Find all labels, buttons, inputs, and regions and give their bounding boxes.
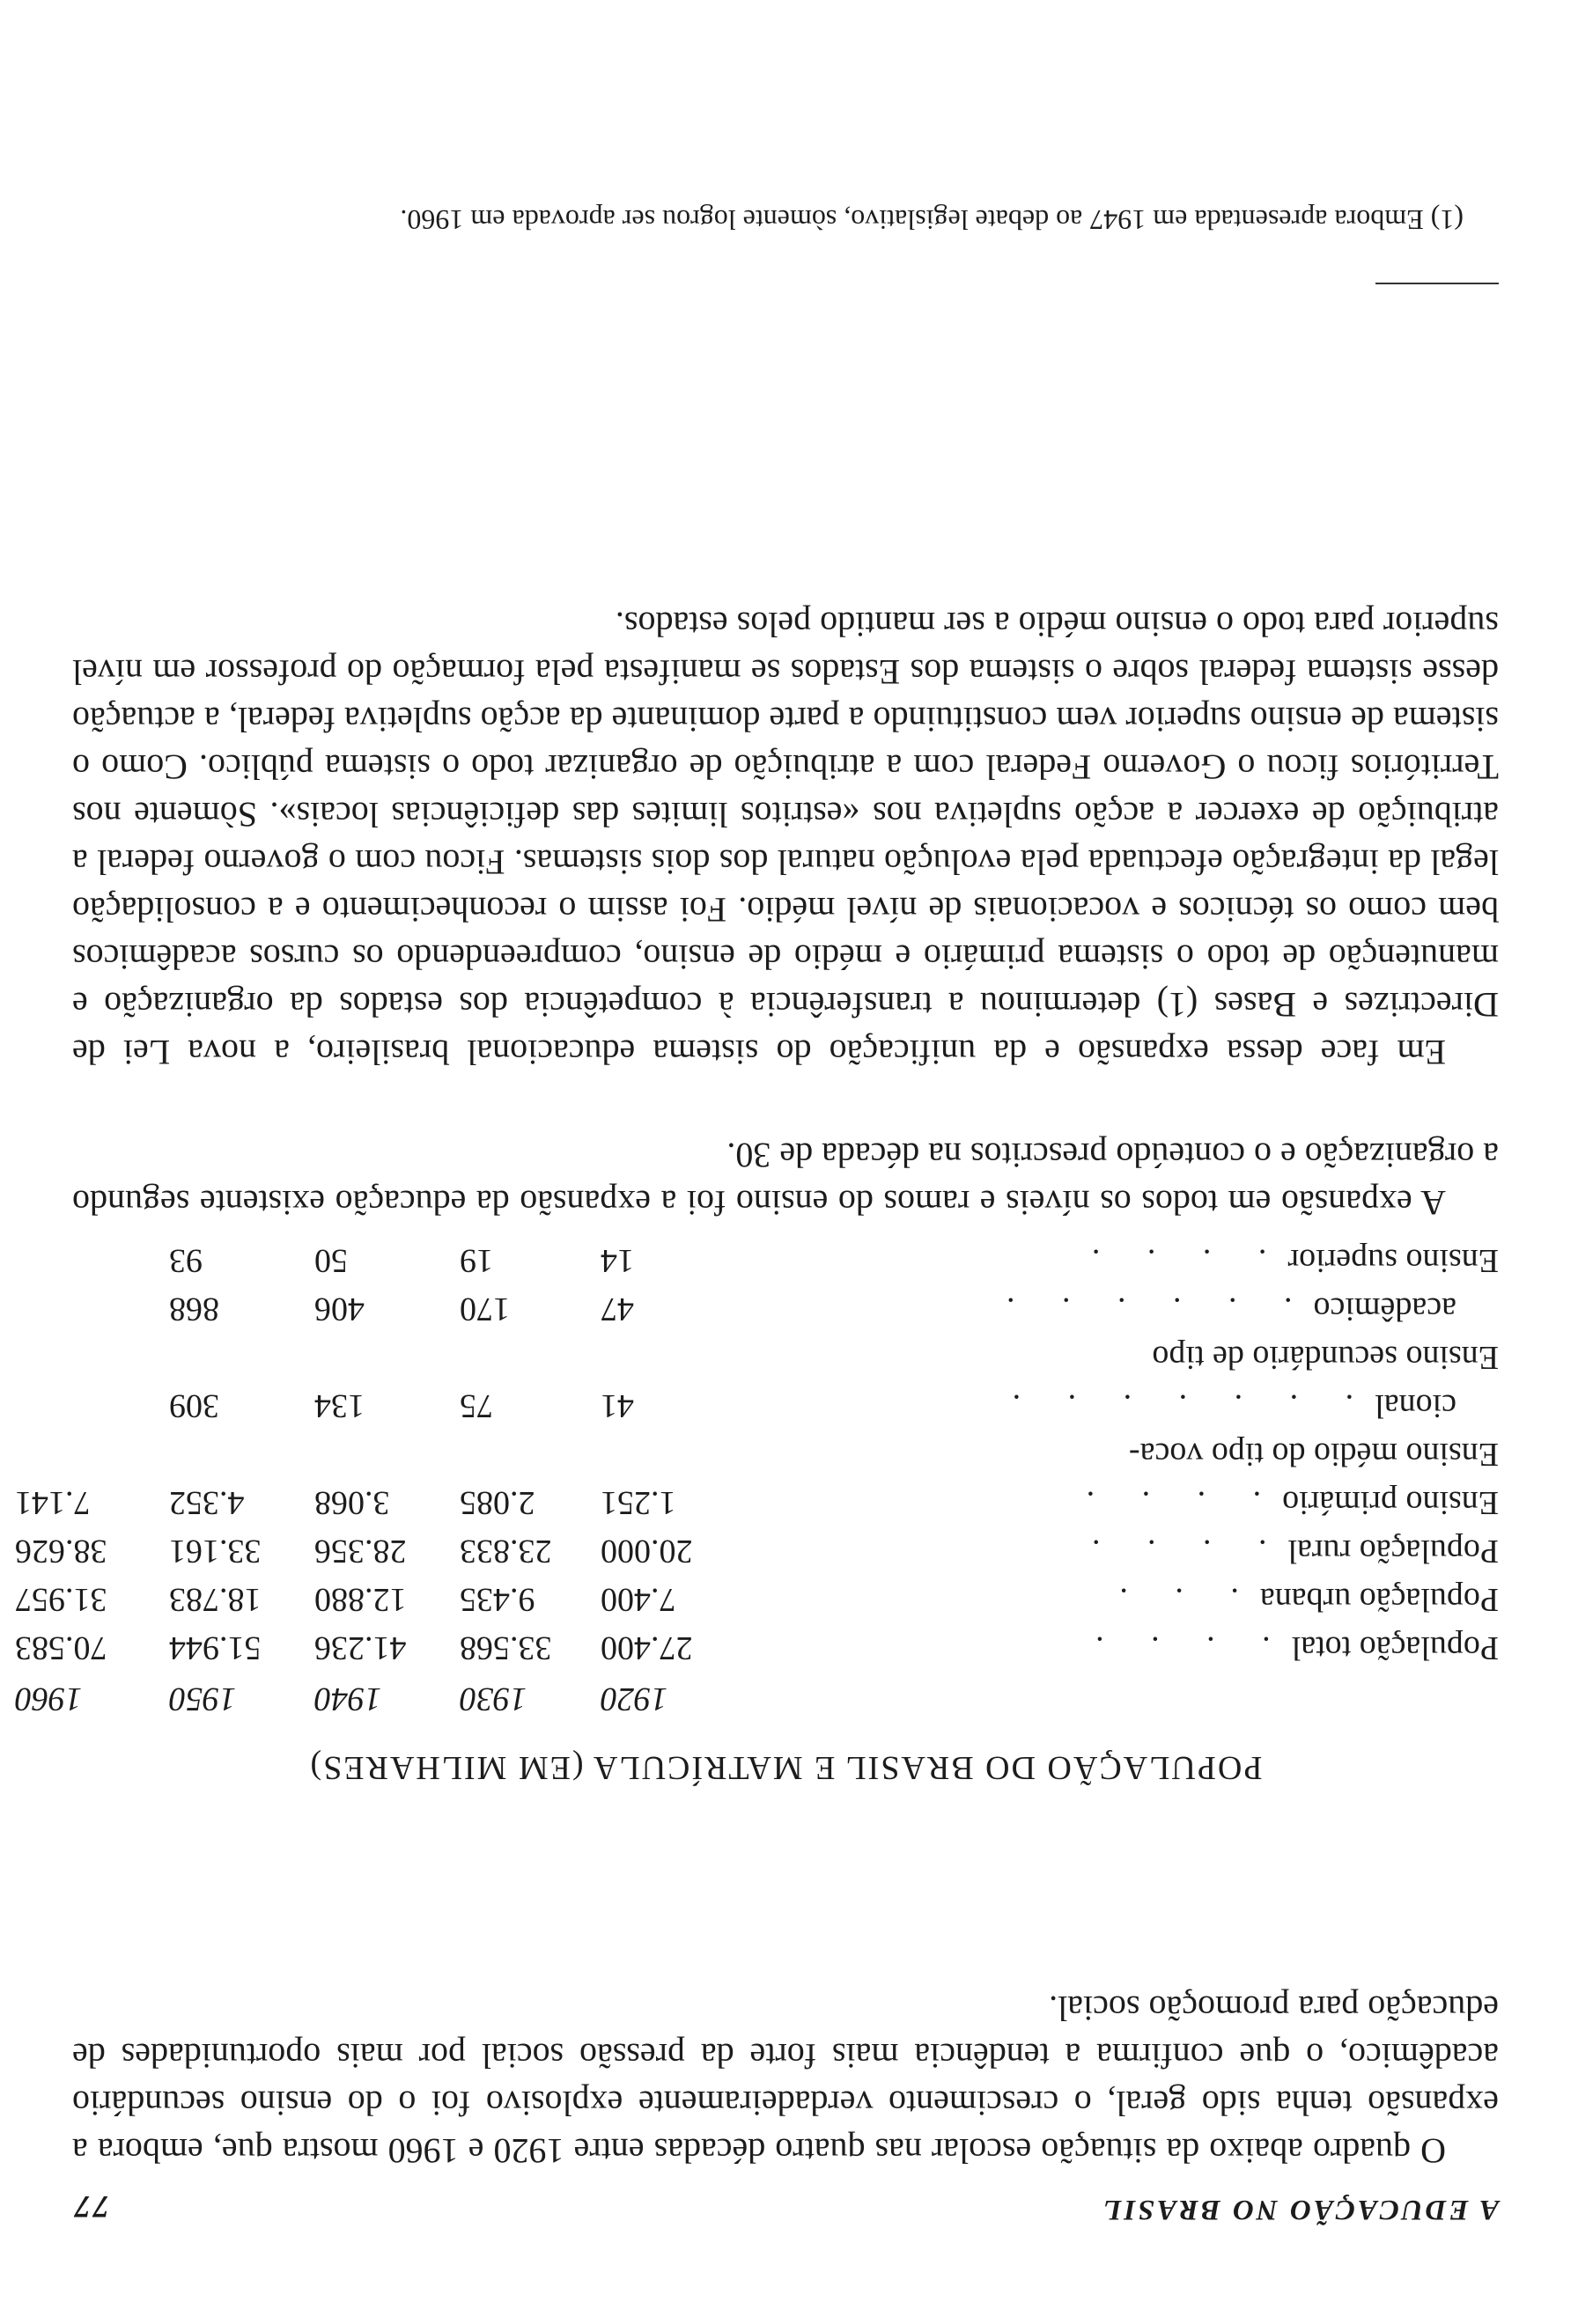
row-label (1152, 1338, 1499, 1377)
table-cell: 1.251 (601, 1484, 676, 1521)
table-cell: 38.626 (15, 1533, 107, 1570)
table-cell: 14 (601, 1242, 634, 1279)
table-row (72, 1280, 1499, 1328)
row-label (993, 1386, 1456, 1425)
running-title: A EDUCAÇÃO NO BRASIL (1101, 2194, 1499, 2225)
row-label-text: acadêmico (1313, 1291, 1456, 1327)
table-cell: 18.783 (169, 1581, 262, 1618)
table-row (15, 1474, 1499, 1522)
year-header: 1930 (460, 1680, 527, 1717)
table-row (72, 1377, 1499, 1425)
table-row (15, 1570, 1499, 1619)
table-cell: 2.085 (460, 1484, 535, 1521)
table-row (72, 1425, 1499, 1474)
year-header: 1960 (15, 1680, 82, 1717)
table-row (15, 1619, 1499, 1667)
table-row (15, 1522, 1499, 1570)
row-label (1067, 1483, 1499, 1522)
year-header: 1940 (314, 1680, 381, 1717)
row-label (1129, 1435, 1499, 1474)
page-number: 77 (72, 2189, 109, 2225)
row-label-text: cional (1375, 1387, 1456, 1424)
table-cell: 170 (460, 1291, 510, 1327)
row-label-text: Ensino secundário de tipo (1152, 1339, 1499, 1376)
intro-paragraph: O quadro abaixo da situação escolar nas quatro décadas entre 1920 e 1960 mostra que, embora a expansão tenha sido geral, o crescimento verdadeiramente explosivo foi o do ensino secundário acadêmico, o que confirma a tendência mais forte da pressão social por mais oportunidades de educação para promoção social. (72, 1989, 1499, 2171)
row-label (1076, 1629, 1499, 1667)
leader-dots: . . . . (1076, 1629, 1271, 1666)
row-label-text: População rural (1287, 1533, 1499, 1570)
row-label-text: População total (1291, 1629, 1499, 1666)
table-row (72, 1328, 1499, 1377)
table-cell: 23.833 (460, 1533, 552, 1570)
row-label (1073, 1241, 1499, 1280)
table-body (15, 1232, 1499, 1667)
table-cell: 868 (169, 1291, 219, 1327)
row-label-text: Ensino médio do tipo voca- (1128, 1436, 1499, 1473)
row-label-text: Ensino superior (1287, 1242, 1499, 1279)
year-header: 1920 (601, 1680, 667, 1717)
leader-dots: . . . . . . . (992, 1387, 1354, 1424)
table-cell: 33.161 (169, 1533, 262, 1570)
table-cell: 70.583 (15, 1629, 107, 1666)
leader-dots: . . . . (1072, 1533, 1267, 1570)
row-label (987, 1290, 1456, 1328)
leader-dots: . . . (1100, 1581, 1239, 1618)
leader-dots: . . . . . . (987, 1291, 1293, 1327)
table-cell: 33.568 (460, 1629, 552, 1666)
table-cell: 7.400 (601, 1581, 676, 1618)
year-header: 1950 (169, 1680, 236, 1717)
table-cell: 9.435 (460, 1581, 535, 1618)
table-cell: 31.957 (15, 1581, 107, 1618)
table-row (72, 1232, 1499, 1280)
leader-dots: . . . . (1072, 1242, 1267, 1279)
table-cell: 4.352 (169, 1484, 245, 1521)
table-cell: 75 (460, 1387, 493, 1424)
table-cell: 41.236 (314, 1629, 407, 1666)
row-label-text: População urbana (1259, 1581, 1499, 1618)
table-cell: 47 (601, 1291, 634, 1327)
table-cell: 309 (169, 1387, 219, 1424)
table-cell: 134 (314, 1387, 365, 1424)
row-label-text: Ensino primário (1282, 1484, 1499, 1521)
running-header (72, 2181, 1499, 2225)
leader-dots: . . . . (1066, 1484, 1262, 1521)
table-cell: 28.356 (314, 1533, 407, 1570)
table-title: POPULAÇÃO DO BRASIL E MATRÍCULA (EM MILHARES) (308, 1749, 1263, 1786)
table-cell: 406 (314, 1291, 365, 1327)
row-label (1100, 1580, 1499, 1619)
table-cell: 12.880 (314, 1581, 407, 1618)
table-cell: 93 (169, 1242, 203, 1279)
population-enrollment-table (15, 1232, 1499, 1718)
table-cell: 7.141 (15, 1484, 91, 1521)
table-header-row (15, 1667, 1499, 1718)
table-cell: 27.400 (601, 1629, 693, 1666)
legislation-paragraph: Em face dessa expansão e da unificação do sistema educacional brasileiro, a nova Lei de Directrizes e Bases (1) determinou a transferência à competência dos estados da organização e manutenção de todo o sistema primário e médio de ensino, compreendendo os cursos acadêmicos bem como os técnicos e vocacionais de nível médio. Foi assim o reconhecimento e a consolidação legal da integração efectuada pela evolução natural dos dois sistemas. Ficou com o governo federal a atribuição de exercer a acção supletiva nos «estritos limites das deficiências locais». Sòmente nos Territórios ficou o Governo Federal com a atribuição de organizar todo o sistema público. Como o sistema de ensino superior vem constituindo a parte dominante da acção supletiva federal, a actuação desse sistema federal sobre o sistema dos Estados se manifesta pela formação do professor em nível superior para todo o ensino médio a ser mantido pelos estados. (72, 605, 1499, 1072)
table-cell: 41 (601, 1387, 634, 1424)
table-cell: 51.944 (169, 1629, 262, 1666)
footnote: (1) Embora apresentada em 1947 ao debate legislativo, sòmente logrou ser aprovada em 1960. (400, 204, 1464, 236)
table-cell: 20.000 (601, 1533, 693, 1570)
row-label (1073, 1532, 1499, 1570)
table-cell: 19 (460, 1242, 493, 1279)
footnote-rule (1375, 283, 1499, 284)
expansion-paragraph: A expansão em todos os níveis e ramos do ensino foi a expansão da educação existente segundo a organização e o conteúdo prescritos na década de 30. (72, 1136, 1499, 1223)
table-cell: 50 (314, 1242, 348, 1279)
table-cell: 3.068 (314, 1484, 390, 1521)
